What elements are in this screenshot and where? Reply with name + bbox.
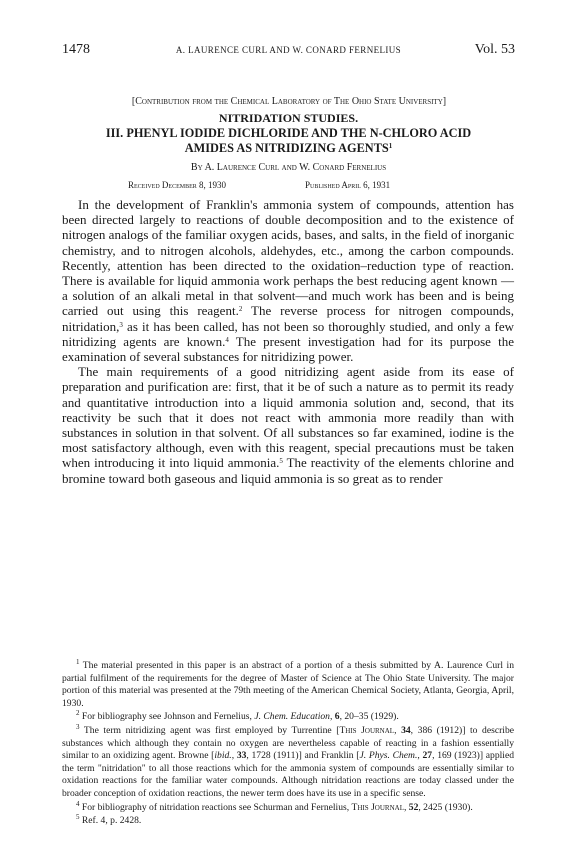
contribution-line: [Contribution from the Chemical Laboratory of The Ohio State University]: [131, 96, 447, 107]
paragraph-footnote-ref: 5: [279, 457, 283, 466]
paragraph-text: The present investigation had for its purpose the examination of several substances for nitridizing power.: [62, 333, 514, 365]
footnote-text: , 386 (1912)] to describe substances which although they contain no oxygen are nevertheless capable of reacting in a fashion essentially similar to an oxidizing agent. Browne [: [62, 724, 515, 762]
paragraph-footnote-ref: 3: [119, 320, 123, 329]
footnote-text: For bibliography see Johnson and Fernelius,: [79, 711, 255, 723]
body-paragraph: [62, 197, 514, 364]
footnote-footnote-ref: 5: [76, 813, 80, 822]
paragraph-text: In the development of Franklin's ammonia system of compounds, attention has been directed largely to reactions of double decomposition and to the existence of nitrogen analogs of the familiar oxygen acids, bases, and salts, in the field of inorganic chemistry, and to nitrogen alcohols, aldehydes, etc., among the carbon compounds. Recently, attention has been directed to the oxidation–reduction type of reaction. There is available for liquid ammonia work perhaps the best reducing agent known —a solution of an alkali metal in that solvent—and much work has been and is being carried out using this reagent.: [62, 197, 514, 319]
footnote-italic-text: J. Chem. Education: [254, 711, 330, 723]
footnote-text: For bibliography of nitridation reactions see Schurman and Fernelius,: [79, 801, 352, 813]
footnote-footnote-ref: 1: [76, 658, 80, 666]
paragraph-footnote-ref: 4: [225, 335, 229, 344]
footnote-footnote-ref: 3: [76, 722, 80, 731]
volume-label: Vol. 53: [474, 42, 515, 57]
footnote-smallcaps-text: This Journal: [351, 801, 404, 813]
footnote-text: ,: [417, 750, 423, 762]
running-title: A. LAURENCE CURL AND W. CONARD FERNELIUS: [175, 45, 402, 55]
paragraph-footnote-ref: 2: [238, 305, 243, 314]
footnote-smallcaps-text: This Journal: [339, 724, 395, 736]
footnote: [62, 660, 514, 710]
footnote-text: , 1728 (1911)] and Franklin [: [246, 750, 360, 762]
footnote-bold-text: 52: [408, 801, 419, 813]
footnote-text: Ref. 4, p. 2428.: [79, 815, 142, 827]
footnote-text: The material presented in this paper is an abstract of a portion of a thesis submitted by A. Laurence Curl in partial fulfilment of the requirements for the degree of Master of Science at The Ohio State University. The major portion of this material was presented at the 79th meeting of the American Chemical Society, Atlanta, Georgia, April, 1930.: [62, 660, 514, 709]
footnote: [62, 815, 514, 828]
footnote-bold-text: 27: [422, 750, 433, 762]
footnote-footnote-ref: 4: [76, 799, 80, 808]
received-date: Received December 8, 1930: [128, 180, 226, 190]
title-footnote-mark: 1: [388, 142, 393, 150]
footnote-bold-text: 34: [401, 724, 411, 736]
article-title-line-3-text: AMIDES AS NITRIDIZING AGENTS: [184, 141, 389, 155]
footnote-bold-text: 6: [334, 711, 340, 723]
footnote-italic-text: ibid.: [214, 750, 232, 762]
footnote: [62, 711, 514, 724]
footnote-text: ,: [394, 724, 402, 736]
footnote-text: The term nitridizing agent was first employed by Turrentine [: [79, 724, 340, 736]
footnote-footnote-ref: 2: [76, 709, 80, 718]
footnotes: [62, 660, 514, 829]
footnote-italic-text: J. Phys. Chem.: [359, 750, 418, 762]
paragraph-text: The reverse process for nitrogen compounds, nitridation,: [62, 303, 514, 334]
body-paragraph: [62, 364, 514, 486]
paragraph-text: as it has been called, has not been so thoroughly studied, and only a few nitridizing agents are known.: [62, 318, 514, 349]
footnote: [62, 799, 514, 815]
running-header: [62, 44, 515, 62]
paragraph-text: The main requirements of a good nitridizing agent aside from its ease of preparation and purification are: first, that it be of such a nature as to permit its ready and quantitative introduction into a liquid ammonia solution and, second, that its reactivity be such that it does not react with ammonia more readily than with substances in solution in that solvent. Of all substances so far examined, iodine is the most satisfactory although, even with this reagent, special precautions must be taken when introducing it into liquid ammonia.: [62, 364, 514, 471]
footnote: [62, 722, 515, 801]
author-byline: By A. Laurence Curl and W. Conard Fernelius: [190, 162, 387, 173]
article-title-line-2: III. PHENYL IODIDE DICHLORIDE AND THE N-CHLORO ACID: [105, 126, 472, 140]
footnote-text: , 169 (1923)] applied the term "nitridation" to all those reactions which for the ammonia system of compounds are essentially similar to oxidation reactions for the familiar water compounds. Although nitridation reactions are today classed under the broader conception of oxidation reactions, the newer term does have its use in a specific sense.: [62, 750, 515, 799]
published-date: Published April 6, 1931: [305, 180, 391, 190]
footnote-text: ,: [231, 750, 237, 762]
footnote-bold-text: 33: [236, 750, 247, 762]
article-body: [62, 197, 514, 486]
page-number: 1478: [62, 42, 90, 57]
article-title-line-1: NITRIDATION STUDIES.: [218, 111, 359, 125]
footnote-text: ,: [403, 801, 409, 813]
article-title-line-3: [62, 141, 515, 156]
footnote-text: ,: [329, 711, 335, 723]
paragraph-text: The reactivity of the elements chlorine and bromine toward both gaseous and liquid ammonia is so great as to render: [62, 455, 514, 486]
footnote-text: , 20–35 (1929).: [339, 711, 399, 723]
footnote-text: , 2425 (1930).: [418, 801, 473, 813]
